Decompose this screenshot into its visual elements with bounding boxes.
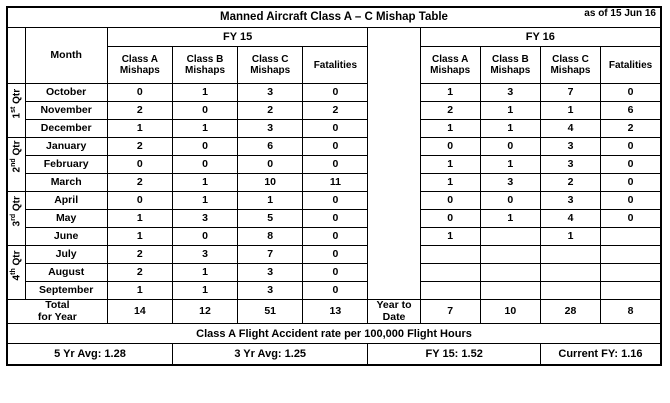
spacer-cell	[368, 210, 420, 228]
total-fy15-fatalities: 13	[303, 300, 368, 324]
table-row	[7, 228, 661, 246]
spacer-cell	[368, 84, 420, 102]
cell-fy15-class-b: 1	[172, 120, 237, 138]
cell-fy16-class-c: 3	[540, 138, 600, 156]
cell-fy16-fatalities: 0	[601, 174, 661, 192]
table-row	[7, 120, 661, 138]
cell-fy16-class-b: 0	[480, 192, 540, 210]
month-october: October	[25, 84, 107, 102]
cell-fy15-class-c: 5	[238, 210, 303, 228]
cell-fy16-class-b: 1	[480, 120, 540, 138]
cell-fy16-fatalities: 0	[601, 210, 661, 228]
table-row	[7, 246, 661, 264]
spacer-cell	[368, 156, 420, 174]
cell-fy15-class-a: 1	[107, 210, 172, 228]
cell-fy16-class-a: 1	[420, 228, 480, 246]
averages-row	[7, 344, 661, 366]
fy16-header: FY 16	[420, 28, 661, 47]
cell-fy16-class-c: 1	[540, 102, 600, 120]
cell-fy16-class-a	[420, 246, 480, 264]
table-title-cell	[7, 7, 661, 28]
cell-fy15-class-c: 1	[238, 192, 303, 210]
header-fy16-class-c: Class C Mishaps	[540, 47, 600, 84]
cell-fy16-class-b: 3	[480, 84, 540, 102]
spacer-cell	[368, 120, 420, 138]
cell-fy16-class-b: 3	[480, 174, 540, 192]
cell-fy16-fatalities: 0	[601, 138, 661, 156]
corner-blank-left-2	[7, 47, 25, 84]
cell-fy15-class-c: 0	[238, 156, 303, 174]
cell-fy15-fatalities: 0	[303, 192, 368, 210]
spacer-cell	[368, 192, 420, 210]
header-fy15-class-c: Class C Mishaps	[238, 47, 303, 84]
cell-fy15-class-a: 1	[107, 120, 172, 138]
month-may: May	[25, 210, 107, 228]
avg-5yr: 5 Yr Avg: 1.28	[7, 344, 172, 366]
cell-fy15-class-b: 0	[172, 138, 237, 156]
cell-fy16-class-a: 2	[420, 102, 480, 120]
table-row	[7, 282, 661, 300]
ytd-label-line1: Year to	[376, 299, 412, 311]
mishap-table	[6, 6, 662, 366]
cell-fy16-class-c	[540, 246, 600, 264]
month-august: August	[25, 264, 107, 282]
spacer-cell	[368, 282, 420, 300]
cell-fy15-class-b: 0	[172, 228, 237, 246]
cell-fy15-class-a: 0	[107, 156, 172, 174]
cell-fy16-class-a	[420, 264, 480, 282]
total-fy16-class-a: 7	[420, 300, 480, 324]
cell-fy15-class-a: 2	[107, 138, 172, 156]
cell-fy16-class-b: 1	[480, 156, 540, 174]
table-title: Manned Aircraft Class A – C Mishap Table	[220, 11, 448, 24]
cell-fy16-class-c	[540, 282, 600, 300]
cell-fy16-class-c: 4	[540, 210, 600, 228]
cell-fy16-class-a: 0	[420, 192, 480, 210]
cell-fy16-class-b	[480, 246, 540, 264]
cell-fy15-fatalities: 0	[303, 246, 368, 264]
cell-fy15-fatalities: 0	[303, 210, 368, 228]
cell-fy16-class-c: 3	[540, 156, 600, 174]
cell-fy15-fatalities: 0	[303, 282, 368, 300]
spacer-cell	[368, 102, 420, 120]
cell-fy15-class-c: 2	[238, 102, 303, 120]
cell-fy16-class-a: 0	[420, 210, 480, 228]
title-row	[7, 7, 661, 28]
cell-fy16-class-b	[480, 282, 540, 300]
cell-fy15-class-a: 2	[107, 264, 172, 282]
total-fy16-class-c: 28	[540, 300, 600, 324]
fy15-header: FY 15	[107, 28, 368, 47]
month-september: September	[25, 282, 107, 300]
spacer-cell	[368, 246, 420, 264]
quarter-label-3	[7, 192, 25, 246]
cell-fy15-class-a: 1	[107, 282, 172, 300]
cell-fy16-class-a	[420, 282, 480, 300]
cell-fy16-class-c: 1	[540, 228, 600, 246]
cell-fy15-fatalities: 2	[303, 102, 368, 120]
month-april: April	[25, 192, 107, 210]
table-row	[7, 264, 661, 282]
table-row	[7, 84, 661, 102]
cell-fy15-class-a: 0	[107, 192, 172, 210]
header-fy16-class-b: Class B Mishaps	[480, 47, 540, 84]
total-fy15-class-c: 51	[238, 300, 303, 324]
spacer-cell	[368, 174, 420, 192]
cell-fy16-class-a: 1	[420, 156, 480, 174]
cell-fy15-fatalities: 0	[303, 228, 368, 246]
cell-fy16-fatalities: 6	[601, 102, 661, 120]
header-fy16-class-a: Class A Mishaps	[420, 47, 480, 84]
cell-fy16-class-a: 0	[420, 138, 480, 156]
cell-fy15-class-b: 1	[172, 192, 237, 210]
cell-fy15-fatalities: 0	[303, 120, 368, 138]
quarter-label-text: 1st Qtr	[10, 89, 23, 119]
table-row	[7, 156, 661, 174]
cell-fy16-fatalities: 2	[601, 120, 661, 138]
month-february: February	[25, 156, 107, 174]
spacer-header	[368, 28, 420, 47]
cell-fy15-class-b: 1	[172, 84, 237, 102]
month-july: July	[25, 246, 107, 264]
cell-fy15-fatalities: 11	[303, 174, 368, 192]
table-row	[7, 102, 661, 120]
cell-fy16-class-c	[540, 264, 600, 282]
month-january: January	[25, 138, 107, 156]
quarter-label-2	[7, 138, 25, 192]
avg-current-fy: Current FY: 1.16	[540, 344, 661, 366]
as-of-date: as of 15 Jun 16	[584, 8, 656, 19]
cell-fy16-fatalities: 0	[601, 84, 661, 102]
cell-fy16-fatalities	[601, 264, 661, 282]
quarter-label-text: 4th Qtr	[10, 250, 23, 281]
cell-fy15-class-a: 2	[107, 174, 172, 192]
cell-fy15-class-b: 1	[172, 174, 237, 192]
total-label-line1: Total	[45, 299, 70, 311]
total-fy16-fatalities: 8	[601, 300, 661, 324]
cell-fy16-fatalities	[601, 228, 661, 246]
total-label-line2: for Year	[37, 310, 77, 323]
cell-fy16-class-c: 4	[540, 120, 600, 138]
quarter-label-text: 3rd Qtr	[10, 196, 23, 227]
month-june: June	[25, 228, 107, 246]
cell-fy15-class-b: 0	[172, 156, 237, 174]
month-header: Month	[25, 28, 107, 84]
cell-fy15-class-a: 0	[107, 84, 172, 102]
cell-fy16-class-a: 1	[420, 174, 480, 192]
total-fy15-class-b: 12	[172, 300, 237, 324]
cell-fy15-class-a: 2	[107, 246, 172, 264]
header-fy15-class-b: Class B Mishaps	[172, 47, 237, 84]
cell-fy15-class-a: 1	[107, 228, 172, 246]
spacer-cell	[368, 228, 420, 246]
cell-fy16-class-b	[480, 264, 540, 282]
cell-fy16-class-a: 1	[420, 84, 480, 102]
spacer-cell	[368, 138, 420, 156]
year-to-date-label	[368, 300, 420, 324]
quarter-label-1	[7, 84, 25, 138]
ytd-label-line2: Date	[382, 310, 406, 323]
cell-fy15-class-c: 8	[238, 228, 303, 246]
cell-fy15-class-a: 2	[107, 102, 172, 120]
month-november: November	[25, 102, 107, 120]
cell-fy16-fatalities	[601, 246, 661, 264]
cell-fy15-class-c: 10	[238, 174, 303, 192]
cell-fy16-class-b: 0	[480, 138, 540, 156]
cell-fy16-fatalities: 0	[601, 156, 661, 174]
rate-banner: Class A Flight Accident rate per 100,000 Flight Hours	[7, 324, 661, 344]
table-row	[7, 174, 661, 192]
cell-fy16-class-a: 1	[420, 120, 480, 138]
cell-fy16-class-b: 1	[480, 210, 540, 228]
spacer-column-header	[368, 47, 420, 84]
cell-fy16-class-c: 2	[540, 174, 600, 192]
cell-fy16-class-c: 7	[540, 84, 600, 102]
cell-fy16-fatalities	[601, 282, 661, 300]
total-label	[7, 300, 107, 324]
cell-fy15-class-c: 3	[238, 264, 303, 282]
cell-fy15-class-c: 3	[238, 120, 303, 138]
cell-fy15-class-b: 1	[172, 282, 237, 300]
header-fy15-class-a: Class A Mishaps	[107, 47, 172, 84]
avg-3yr: 3 Yr Avg: 1.25	[172, 344, 368, 366]
spacer-cell	[368, 264, 420, 282]
totals-row	[7, 300, 661, 324]
cell-fy15-class-c: 6	[238, 138, 303, 156]
header-fy15-fatalities: Fatalities	[303, 47, 368, 84]
month-march: March	[25, 174, 107, 192]
cell-fy15-fatalities: 0	[303, 264, 368, 282]
quarter-label-4	[7, 246, 25, 300]
cell-fy15-class-c: 3	[238, 282, 303, 300]
cell-fy16-class-b: 1	[480, 102, 540, 120]
table-row	[7, 210, 661, 228]
avg-fy15: FY 15: 1.52	[368, 344, 540, 366]
total-fy15-class-a: 14	[107, 300, 172, 324]
rate-banner-row	[7, 324, 661, 344]
cell-fy16-fatalities: 0	[601, 192, 661, 210]
total-fy16-class-b: 10	[480, 300, 540, 324]
cell-fy15-fatalities: 0	[303, 138, 368, 156]
fy-header-row	[7, 28, 661, 47]
header-fy16-fatalities: Fatalities	[601, 47, 661, 84]
cell-fy15-fatalities: 0	[303, 156, 368, 174]
cell-fy15-class-b: 3	[172, 246, 237, 264]
cell-fy15-fatalities: 0	[303, 84, 368, 102]
cell-fy15-class-c: 7	[238, 246, 303, 264]
cell-fy16-class-c: 3	[540, 192, 600, 210]
table-row	[7, 138, 661, 156]
cell-fy15-class-c: 3	[238, 84, 303, 102]
corner-blank-left	[7, 28, 25, 47]
cell-fy15-class-b: 1	[172, 264, 237, 282]
month-december: December	[25, 120, 107, 138]
quarter-label-text: 2nd Qtr	[10, 140, 23, 173]
table-row	[7, 192, 661, 210]
cell-fy16-class-b	[480, 228, 540, 246]
cell-fy15-class-b: 3	[172, 210, 237, 228]
cell-fy15-class-b: 0	[172, 102, 237, 120]
